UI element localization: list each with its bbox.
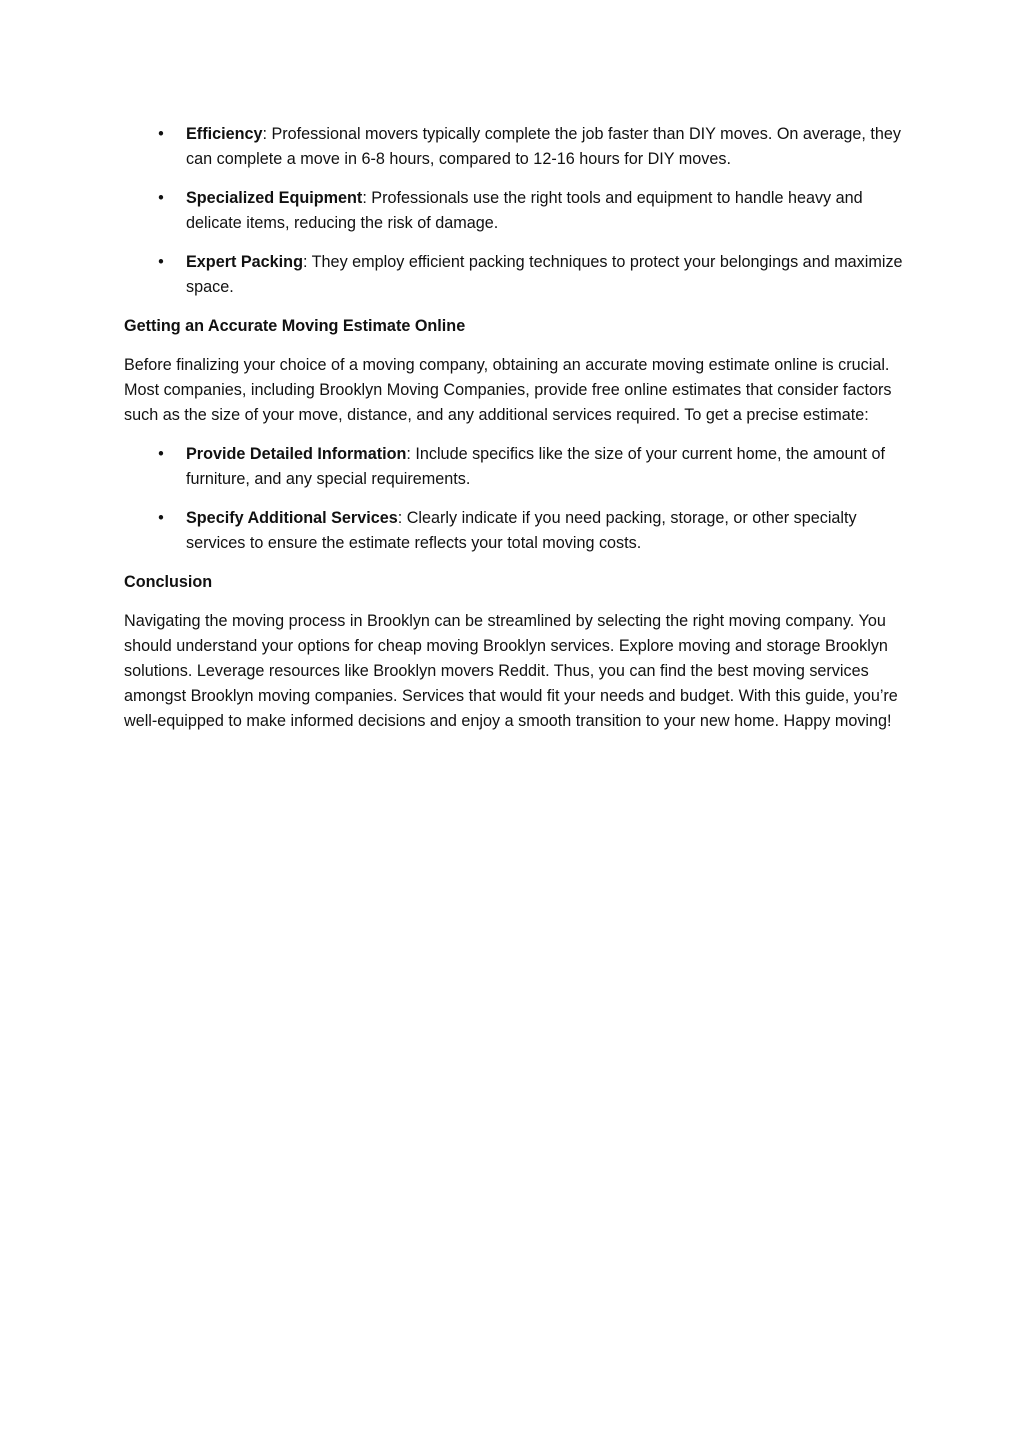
bullet-icon: •: [158, 509, 164, 527]
bullet-icon: •: [158, 445, 164, 463]
estimate-tips-list: [124, 442, 904, 556]
conclusion-paragraph: Navigating the moving process in Brooklyn can be streamlined by selecting the right moving company. You should understand your options for cheap moving Brooklyn services. Explore moving and storage Brooklyn solutions. Leverage resources like Brooklyn movers Reddit. Thus, you can find the best moving services amongst Brooklyn moving companies. Services that would fit your needs and budget. With this guide, you’re well-equipped to make informed decisions and enjoy a smooth transition to your new home. Happy moving!: [124, 612, 898, 730]
list-item: [124, 250, 904, 300]
list-item-text: : Clearly indicate if you need packing, storage, or other specialty services to ensure the estimate reflects your total moving costs.: [186, 509, 857, 552]
list-item: [124, 186, 904, 236]
bullet-icon: •: [158, 189, 164, 207]
list-item-term: Specify Additional Services: [186, 509, 398, 527]
list-item-term: Provide Detailed Information: [186, 445, 407, 463]
list-item-term: Specialized Equipment: [186, 189, 363, 207]
list-item-text: : They employ efficient packing techniques to protect your belongings and maximize space.: [186, 253, 903, 296]
section-heading-conclusion: Conclusion: [124, 573, 213, 591]
section-heading-estimate: Getting an Accurate Moving Estimate Online: [124, 317, 466, 335]
benefits-list: [124, 122, 904, 300]
document-page: [124, 122, 904, 748]
list-item-term: Efficiency: [186, 125, 263, 143]
list-item: [124, 442, 904, 492]
estimate-paragraph: Before finalizing your choice of a moving company, obtaining an accurate moving estimate online is crucial. Most companies, including Brooklyn Moving Companies, provide free online estimates that consider factors such as the size of your move, distance, and any additional services required. To get a precise estimate:: [124, 356, 892, 424]
list-item-text: : Professionals use the right tools and equipment to handle heavy and delicate items, reducing the risk of damage.: [186, 189, 863, 232]
list-item-term: Expert Packing: [186, 253, 303, 271]
list-item-text: : Professional movers typically complete the job faster than DIY moves. On average, they can complete a move in 6-8 hours, compared to 12-16 hours for DIY moves.: [186, 125, 901, 168]
bullet-icon: •: [158, 253, 164, 271]
bullet-icon: •: [158, 125, 164, 143]
list-item: [124, 506, 904, 556]
list-item-text: : Include specifics like the size of your current home, the amount of furniture, and any special requirements.: [186, 445, 886, 488]
list-item: [124, 122, 904, 172]
